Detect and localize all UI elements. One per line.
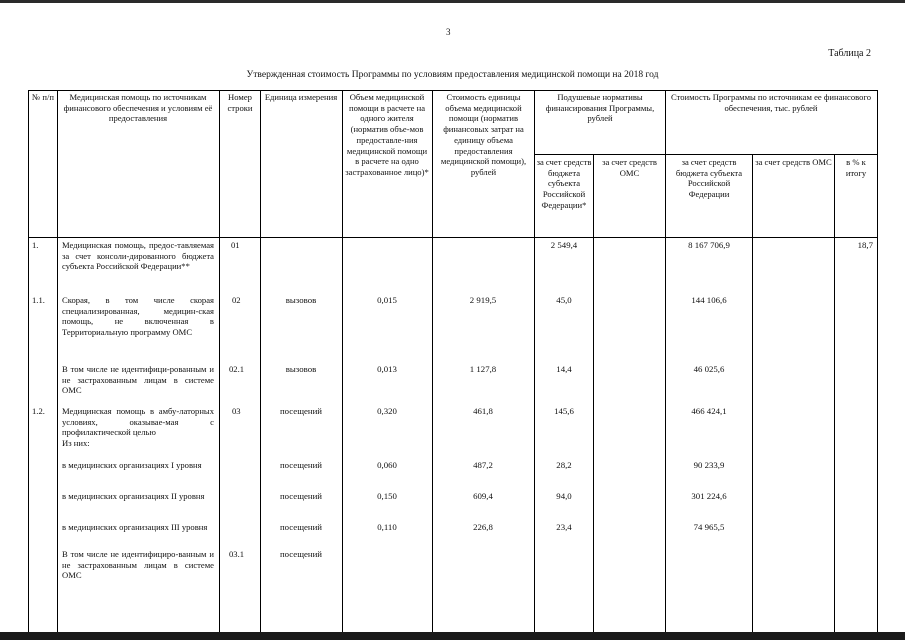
header-unit: Единица измерения [264, 92, 338, 102]
table-label: Таблица 2 [828, 48, 871, 59]
table-title: Утвержденная стоимость Программы по условиям предоставления медицинской помощи на 2018 год [246, 70, 659, 80]
row-volume: 0,320 [377, 406, 397, 416]
row-pr-budget: 301 224,6 [691, 491, 727, 501]
row-unit: вызовов [285, 295, 317, 305]
header-percapita-group: Подушевые нормативы финансирования Программы, рублей [545, 92, 655, 124]
header-sub-budget2: за счет средств бюджета субъекта Российской Федерации [675, 157, 743, 200]
row-unit: посещений [279, 549, 323, 559]
row-line: 03.1 [229, 549, 245, 559]
row-pc-budget: 14,4 [556, 364, 572, 374]
row-pc-budget: 45,0 [556, 295, 572, 305]
row-pr-budget: 90 233,9 [693, 460, 725, 470]
row-desc: Скорая, в том числе скорая специализированная, медицин-ская помощь, не включенная в Территориальную программу ОМС [62, 295, 214, 338]
row-desc: В том числе не идентифициро-ванным и не застрахованным лицам в системе ОМС [62, 549, 214, 581]
scan-bottom-edge [0, 632, 905, 640]
row-pr-budget: 8 167 706,9 [688, 240, 730, 250]
row-cost: 487,2 [473, 460, 493, 470]
header-sub-percent: в % к итогу [845, 157, 867, 178]
row-unit: посещений [279, 406, 323, 416]
scan-top-edge [0, 0, 905, 3]
row-pr-budget: 144 106,6 [691, 295, 727, 305]
row-unit: посещений [279, 460, 323, 470]
row-cost: 609,4 [473, 491, 493, 501]
header-care: Медицинская помощь по источникам финансового обеспечения и условиям её предоставления [63, 92, 213, 124]
header-program-group: Стоимость Программы по источникам ее финансового обеспечения, тыс. рублей [670, 92, 872, 113]
row-unit: вызовов [285, 364, 317, 374]
row-pr-budget: 74 965,5 [693, 522, 725, 532]
row-num: 1.2. [32, 406, 45, 416]
row-volume: 0,060 [377, 460, 397, 470]
row-line: 02.1 [229, 364, 245, 374]
row-cost: 461,8 [473, 406, 493, 416]
row-desc: Медицинская помощь, предос-тавляемая за счет консоли-дированного бюджета субъекта Российской Федерации** [62, 240, 214, 272]
row-volume: 0,150 [377, 491, 397, 501]
row-desc: в медицинских организациях I уровня [62, 460, 202, 470]
row-unit: посещений [279, 522, 323, 532]
row-line: 01 [231, 240, 240, 250]
row-cost: 226,8 [473, 522, 493, 532]
row-pr-budget: 46 025,6 [693, 364, 725, 374]
row-desc: Медицинская помощь в амбу-латорных условиях, оказывае-мая с профилактической целью [62, 406, 214, 438]
row-pc-budget: 145,6 [554, 406, 574, 416]
row-cost: 1 127,8 [469, 364, 497, 374]
row-line: 02 [232, 295, 241, 305]
row-unit: посещений [279, 491, 323, 501]
row-pr-budget: 466 424,1 [691, 406, 727, 416]
row-pc-budget: 28,2 [556, 460, 572, 470]
row-desc: В том числе не идентифици-рованным и не застрахованным лицам в системе ОМС [62, 364, 214, 396]
header-sub-oms2: за счет средств ОМС [755, 157, 832, 167]
row-pc-budget: 2 549,4 [550, 240, 578, 250]
row-desc: в медицинских организациях II уровня [62, 491, 205, 501]
row-volume: 0,110 [377, 522, 397, 532]
row-volume: 0,013 [377, 364, 397, 374]
header-line: Номер строки [227, 92, 253, 113]
header-cost: Стоимость единицы объема медицинской помощи (норматив финансовых затрат на единицу объема предоставления медицинской помощи), рублей [440, 92, 527, 177]
header-sub-oms: за счет средств ОМС [602, 157, 657, 178]
header-sub-budget: за счет средств бюджета субъекта Российской Федерации* [536, 157, 592, 210]
row-percent: 18,7 [857, 240, 873, 250]
row-pc-budget: 23,4 [556, 522, 572, 532]
row-volume: 0,015 [377, 295, 397, 305]
row-pc-budget: 94,0 [556, 491, 572, 501]
header-volume: Объем медицинской помощи в расчете на одного жителя (норматив объе-мов предоставле-ния медицинской помощи в расчете на одно застрахованное лицо)* [345, 92, 429, 177]
row-line: 03 [232, 406, 241, 416]
row-desc-subhead: Из них: [62, 438, 90, 448]
header-num: № п/п [32, 92, 54, 102]
row-cost: 2 919,5 [469, 295, 497, 305]
row-desc: в медицинских организациях III уровня [62, 522, 208, 532]
page-number: 3 [446, 27, 451, 37]
row-num: 1.1. [32, 295, 45, 305]
row-num: 1. [32, 240, 39, 250]
